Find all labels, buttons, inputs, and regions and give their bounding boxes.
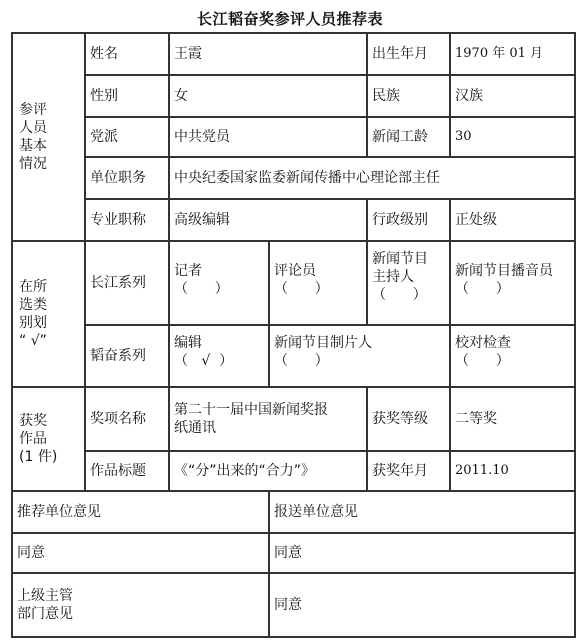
award-date-value: 2011.10 bbox=[450, 451, 575, 491]
superior-opinion-label: 上级主管 部门意见 bbox=[12, 573, 269, 637]
reporter-option bbox=[169, 241, 269, 325]
proofreader-checkmark: （ ） bbox=[455, 353, 510, 369]
commentator-checkmark: （ ） bbox=[274, 281, 329, 297]
award-grade-value: 二等奖 bbox=[450, 387, 575, 451]
host-checkmark: （ ） bbox=[372, 287, 427, 303]
award-date-label: 获奖年月 bbox=[367, 451, 450, 491]
recommendation-form bbox=[11, 32, 576, 638]
announcer-option bbox=[450, 241, 575, 325]
proofreader-label: 校对检查 bbox=[455, 335, 511, 351]
seniority-label: 新闻工龄 bbox=[367, 117, 450, 157]
form-title: 长江韬奋奖参评人员推荐表 bbox=[196, 10, 383, 28]
ethnicity-value: 汉族 bbox=[450, 75, 575, 117]
announcer-label: 新闻节目播音员 bbox=[455, 263, 553, 279]
professional-title-label: 专业职称 bbox=[85, 199, 169, 241]
party-value: 中共党员 bbox=[169, 117, 367, 157]
ethnicity-label: 民族 bbox=[367, 75, 450, 117]
host-option bbox=[367, 241, 450, 325]
commentator-option bbox=[269, 241, 367, 325]
birth-value: 1970 年 01 月 bbox=[450, 33, 575, 75]
host-label: 新闻节目 主持人 bbox=[372, 251, 428, 285]
announcer-checkmark: （ ） bbox=[455, 281, 510, 297]
commentator-label: 评论员 bbox=[274, 263, 316, 279]
producer-option bbox=[269, 325, 450, 387]
recommend-unit-opinion-label: 推荐单位意见 bbox=[12, 491, 269, 533]
editor-checkmark: （ √ ） bbox=[174, 353, 234, 369]
name-value: 王霞 bbox=[169, 33, 367, 75]
reporter-checkmark: （ ） bbox=[174, 281, 229, 297]
birth-label: 出生年月 bbox=[367, 33, 450, 75]
name-label: 姓名 bbox=[85, 33, 169, 75]
award-item-value: 第二十一届中国新闻奖报 纸通讯 bbox=[169, 387, 367, 451]
editor-label: 编辑 bbox=[174, 335, 202, 351]
gender-label: 性别 bbox=[85, 75, 169, 117]
work-title-value: 《“分”出来的“合力”》 bbox=[169, 451, 367, 491]
editor-option bbox=[169, 325, 269, 387]
party-label: 党派 bbox=[85, 117, 169, 157]
award-item-label: 奖项名称 bbox=[85, 387, 169, 451]
gender-value: 女 bbox=[169, 75, 367, 117]
reporter-label: 记者 bbox=[174, 263, 202, 279]
submit-unit-opinion-label: 报送单位意见 bbox=[269, 491, 575, 533]
work-title-label: 作品标题 bbox=[85, 451, 169, 491]
producer-label: 新闻节目制片人 bbox=[274, 335, 372, 351]
recommend-unit-opinion-value: 同意 bbox=[12, 533, 269, 573]
producer-checkmark: （ ） bbox=[274, 353, 329, 369]
award-grade-label: 获奖等级 bbox=[367, 387, 450, 451]
taofen-series-label: 韬奋系列 bbox=[85, 325, 169, 387]
admin-level-value: 正处级 bbox=[450, 199, 575, 241]
proofreader-option bbox=[450, 325, 575, 387]
submit-unit-opinion-value: 同意 bbox=[269, 533, 575, 573]
superior-opinion-value: 同意 bbox=[269, 573, 575, 637]
changjiang-series-label: 长江系列 bbox=[85, 241, 169, 325]
admin-level-label: 行政级别 bbox=[367, 199, 450, 241]
category-section-label: 在所 选类 别划 “ √” bbox=[12, 241, 85, 387]
unit-value: 中央纪委国家监委新闻传播中心理论部主任 bbox=[169, 157, 575, 199]
professional-title-value: 高级编辑 bbox=[169, 199, 367, 241]
basic-section-label: 参评 人员 基本 情况 bbox=[12, 33, 85, 241]
unit-label: 单位职务 bbox=[85, 157, 169, 199]
seniority-value: 30 bbox=[450, 117, 575, 157]
award-section-label: 获奖 作品 (1 件) bbox=[12, 387, 85, 491]
